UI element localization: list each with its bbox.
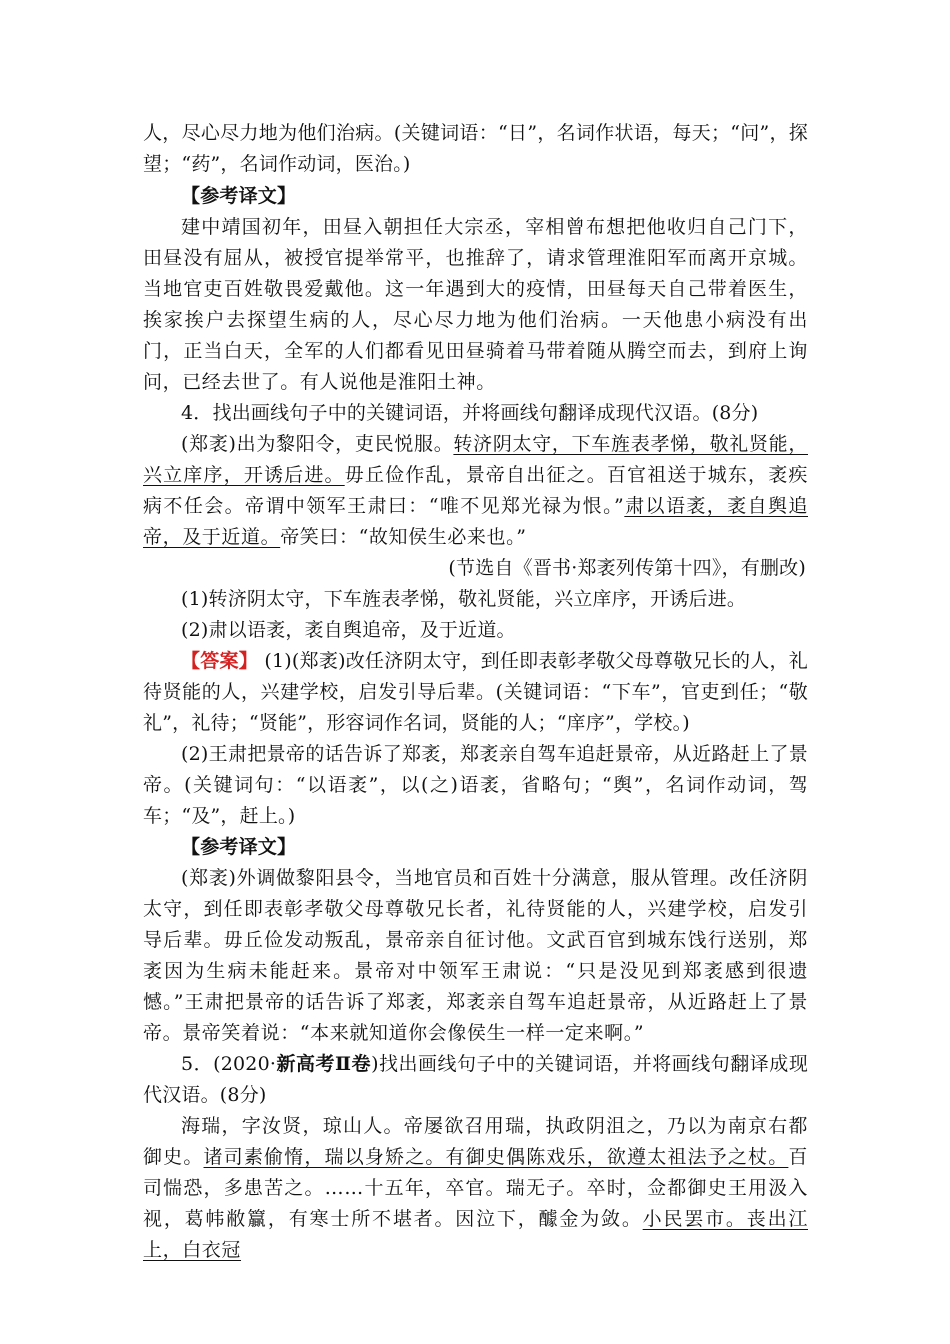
answer-label: 【答案】: [181, 650, 259, 672]
question-5-title: [143, 1049, 808, 1111]
reference-translation-text: 建中靖国初年，田昼入朝担任大宗丞，宰相曾布想把他收归自己门下，田昼没有屈从，被授官提举常平，也推辞了，请求管理淮阳军而离开京城。当地官吏百姓敬畏爱戴他。这一年遇到大的疫情，田昼每天自己带着医生，挨家挨户去探望生病的人，尽心尽力地为他们治病。一天他患小病没有出门，正当白天，全军的人们都看见田昼骑着马带着随从腾空而去，到府上询问，已经去世了。有人说他是淮阳土神。: [143, 216, 808, 393]
answer-text: (1)(郑袤)改任济阴太守，到任即表彰孝敬父母尊敬兄长的人，礼待贤能的人，兴建学校，启发引导后辈。(关键词语：“下车”，官吏到任；“敬礼”，礼待；“贤能”，形容词作名词，贤能的人；“庠序”，学校。): [143, 650, 808, 734]
reference-translation-heading: 【参考译文】: [181, 836, 297, 858]
question-5-passage: [143, 1111, 808, 1266]
passage-source: (节选自《晋书·郑袤列传第十四》，有删改): [448, 557, 806, 579]
question-title-text: 5．(2020·: [181, 1053, 277, 1075]
passage-text: 帝笑曰：“故知侯生必来也。”: [280, 526, 527, 548]
answer-continuation: 人，尽心尽力地为他们治病。(关键词语：“日”，名词作状语，每天；“问”，探望；“药”，名词作动词，医治。): [143, 122, 808, 175]
question-4-item-1: (1)转济阴太守，下车旌表孝悌，敬礼贤能，兴立庠序，开诱后进。: [181, 588, 747, 610]
passage-text: 毋丘俭作乱，景帝自出征之。百官祖送于城东，袤疾病不任会。帝谓中领军王肃曰：“唯不见郑光禄为恨。”: [143, 464, 808, 517]
reference-translation-heading: 【参考译文】: [181, 185, 297, 207]
underlined-sentence-1: 转济阴太守，下车旌表孝悌，敬礼贤能，兴立庠序，开诱后进。: [143, 433, 808, 486]
passage-text: 海瑞，字汝贤，琼山人。帝屡欲召用瑞，执政阴沮之，乃以为南京右都御史。: [143, 1115, 808, 1168]
question-title-text: )找出画线句子中的关键词语，并将画线句翻译成现代汉语。(8分): [143, 1053, 809, 1106]
reference-translation-text: (郑袤)外调做黎阳县令，当地官员和百姓十分满意，服从管理。改任济阴太守，到任即表彰孝敬父母尊敬兄长者，礼待贤能的人，兴建学校，启发引导后辈。毋丘俭发动叛乱，景帝亲自征讨他。文武百官到城东饯行送别，郑袤因为生病未能赶来。景帝对中领军王肃说：“只是没见到郑袤感到很遗憾。”王肃把景帝的话告诉了郑袤，郑袤亲自驾车追赶景帝，从近路赶上了景帝。景帝笑着说：“本来就知道你会像侯生一样一定来啊。”: [143, 867, 808, 1044]
document-page: [143, 118, 808, 1266]
answer-block-2: (2)王肃把景帝的话告诉了郑袤，郑袤亲自驾车追赶景帝，从近路赶上了景帝。(关键词句：“以语袤”，以(之)语袤，省略句；“舆”，名词作动词，驾车；“及”，赶上。): [143, 743, 808, 827]
exam-source: 新高考Ⅱ卷: [276, 1053, 372, 1075]
passage-text: (郑袤)出为黎阳令，吏民悦服。: [181, 433, 454, 455]
question-4-title: 4．找出画线句子中的关键词语，并将画线句翻译成现代汉语。(8分): [181, 402, 759, 424]
question-4-passage: [143, 429, 808, 553]
underlined-sentence-2: 肃以语袤，袤自舆追帝，及于近道。: [143, 495, 808, 548]
question-4-item-2: (2)肃以语袤，袤自舆追帝，及于近道。: [181, 619, 516, 641]
underlined-sentence-2: 小民罢市。丧出江上，白衣冠: [143, 1208, 808, 1261]
passage-text: 百司惴恐，多患苦之。……十五年，卒官。瑞无子。卒时，佥都御史王用汲入视，葛帏敝籯，有寒士所不堪者。因泣下，醵金为敛。: [143, 1146, 808, 1230]
underlined-sentence-1: 诸司素偷惰，瑞以身矫之。有御史偶陈戏乐，欲遵太祖法予之杖。: [203, 1146, 789, 1168]
answer-block-1: [143, 646, 808, 739]
